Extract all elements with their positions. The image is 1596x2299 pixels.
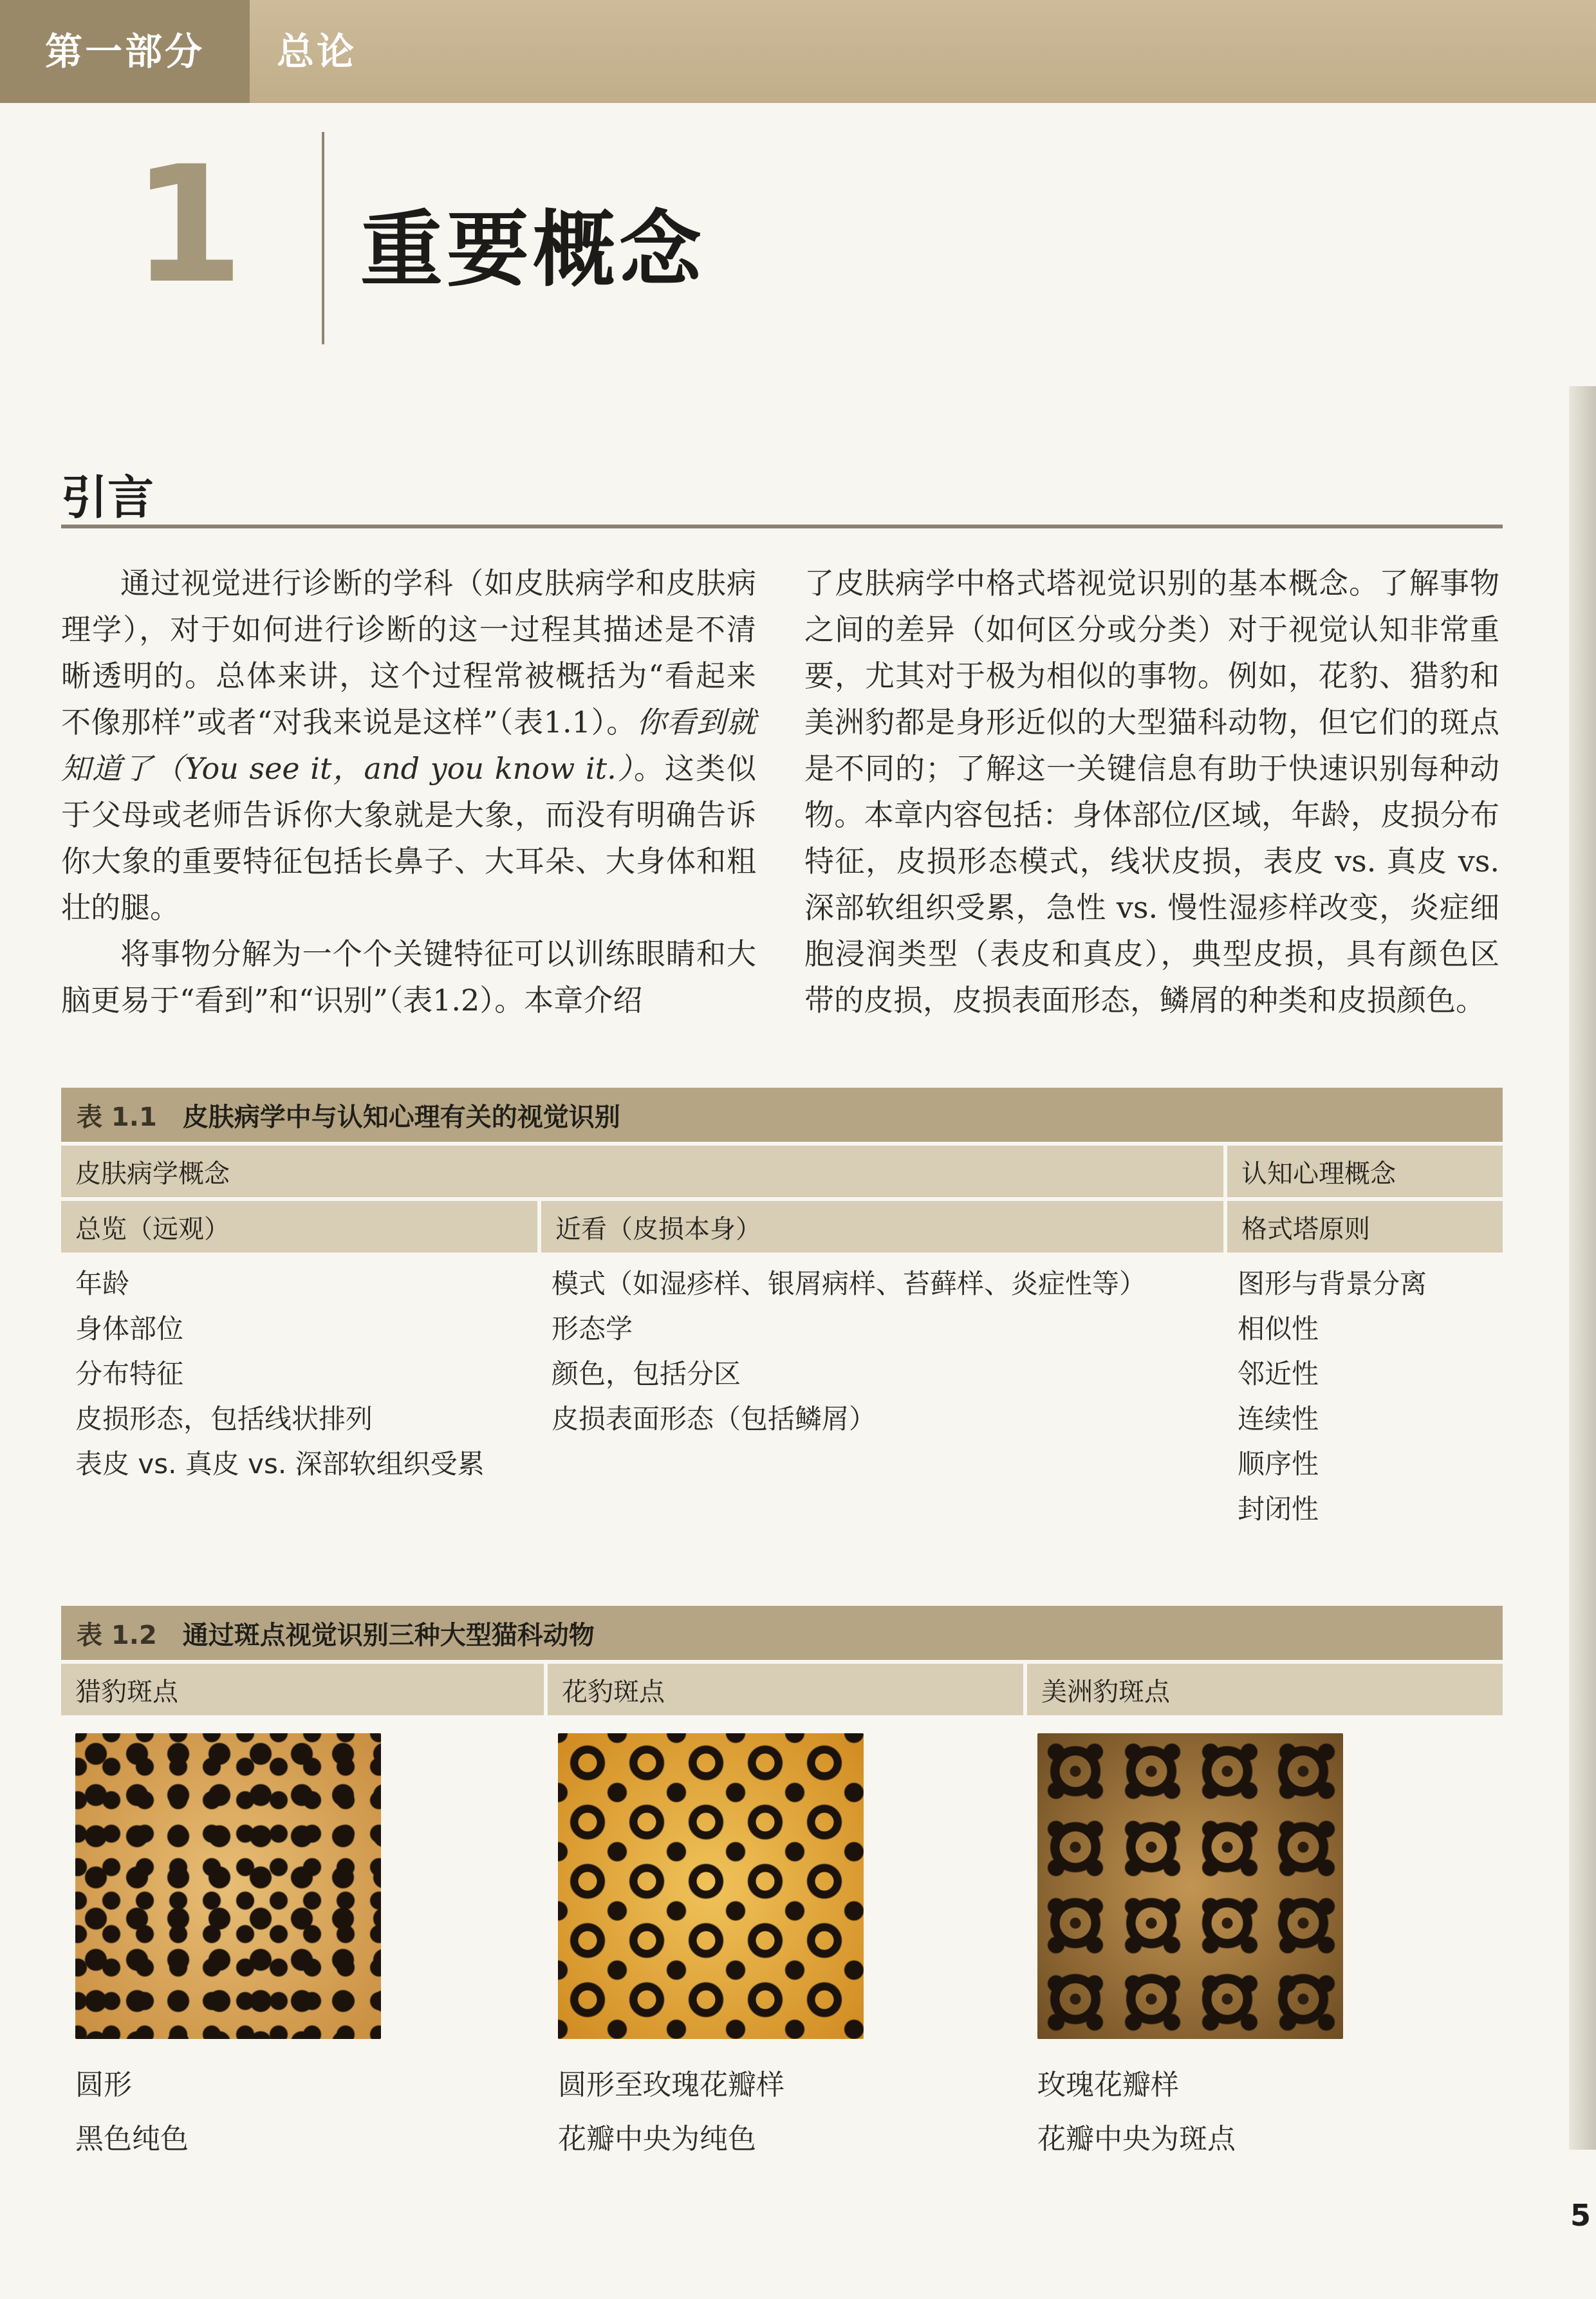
table-column-header: 花豹斑点 — [544, 1664, 1023, 1715]
table-column-header: 美洲豹斑点 — [1023, 1664, 1503, 1715]
table-cell: 年龄 — [75, 1268, 130, 1299]
part-label: 第一部分 — [0, 0, 250, 103]
table-cell — [61, 2058, 544, 2166]
table-group-header: 皮肤病学概念 — [61, 1146, 1223, 1197]
table-cell: 表皮 vs. 真皮 vs. 深部软组织受累 — [75, 1448, 485, 1480]
table-column — [544, 1715, 1023, 2166]
table-cell: 分布特征 — [75, 1358, 184, 1390]
intro-italic-text: 你看到就知道了（You see it，and you know it.） — [61, 705, 756, 786]
section-label: 总论 — [277, 30, 357, 73]
table-cell: 邻近性 — [1238, 1358, 1319, 1390]
intro-paragraph-2: 将事物分解为一个个关键特征可以训练眼睛和大脑更易于“看到”和“识别”（表1.2）。本章介绍 — [61, 936, 756, 1018]
spot-center-text: 黑色纯色 — [75, 2123, 189, 2155]
section-heading: 引言 — [61, 470, 154, 525]
table-cell: 模式（如湿疹样、银屑病样、苔藓样、炎症性等） — [552, 1268, 1147, 1299]
table-cell: 顺序性 — [1238, 1448, 1319, 1480]
chapter-header-bar — [0, 0, 1596, 103]
table-cell: 相似性 — [1238, 1313, 1319, 1345]
table-cell — [544, 2058, 1023, 2166]
leopard-spots-image — [558, 1733, 864, 2039]
table-column — [1223, 1252, 1503, 1532]
table-column-header: 格式塔原则 — [1223, 1201, 1503, 1252]
spot-shape-text: 圆形至玫瑰花瓣样 — [558, 2069, 784, 2101]
table-1-1 — [61, 1088, 1503, 1532]
table-column — [61, 1252, 537, 1532]
chapter-title: 重要概念 — [360, 201, 706, 298]
table-caption — [61, 1606, 1503, 1660]
table-cell: 形态学 — [552, 1313, 633, 1345]
page-number: 5 — [1570, 2198, 1591, 2233]
chapter-divider — [322, 132, 324, 344]
table-cell: 封闭性 — [1238, 1493, 1319, 1525]
intro-left-column — [61, 560, 756, 1023]
table-cell: 图形与背景分离 — [1238, 1268, 1427, 1299]
spot-shape-text: 圆形 — [75, 2069, 132, 2101]
intro-text: 通过视觉进行诊断的学科（如皮肤病学和皮肤病理学），对于如何进行诊断的这一过程其描述是不清晰透明的。总体来讲，这个过程常被概括为“看起来不像那样”或者“对我来说是这样”（表1.1）。 — [61, 566, 756, 740]
intro-right-column — [804, 560, 1499, 1023]
table-caption — [61, 1088, 1503, 1142]
intro-paragraph-3: 了皮肤病学中格式塔视觉识别的基本概念。了解事物之间的差异（如何区分或分类）对于视觉认知非常重要，尤其对于极为相似的事物。例如，花豹、猎豹和美洲豹都是身形近似的大型猫科动物，但它们的斑点是不同的；了解这一关键信息有助于快速识别每种动物。本章内容包括：身体部位/区域，年龄，皮损分布特征，皮损形态模式，线状皮损，表皮 vs. 真皮 vs. 深部软组织受累，急性 vs. 慢性湿疹样改变，炎症细胞浸润类型（表皮和真皮），典型皮损，具有颜色区带的皮损，皮损表面形态，鳞屑的种类和皮损颜色。 — [804, 566, 1499, 1018]
table-column — [61, 1715, 544, 2166]
spot-shape-text: 玫瑰花瓣样 — [1037, 2069, 1179, 2101]
table-number: 表 1.1 — [77, 1102, 157, 1132]
table-number: 表 1.2 — [77, 1620, 157, 1650]
table-1-2 — [61, 1606, 1503, 2166]
jaguar-spots-image — [1037, 1733, 1343, 2039]
page-edge — [1569, 386, 1596, 2150]
table-cell: 颜色，包括分区 — [552, 1358, 741, 1390]
section-rule — [61, 525, 1503, 528]
table-cell: 皮损形态，包括线状排列 — [75, 1403, 373, 1435]
table-column-header: 总览（远观） — [61, 1201, 537, 1252]
table-cell — [1023, 2058, 1503, 2166]
table-title: 通过斑点视觉识别三种大型猫科动物 — [182, 1620, 595, 1650]
table-title: 皮肤病学中与认知心理有关的视觉识别 — [182, 1102, 620, 1132]
chapter-number: 1 — [132, 131, 244, 319]
intro-text: 。这类似于父母或老师告诉你大象就是大象，而没有明确告诉你大象的重要特征包括长鼻子、大耳朵、大身体和粗壮的腿。 — [61, 751, 756, 925]
table-cell: 皮损表面形态（包括鳞屑） — [552, 1403, 877, 1435]
table-cell: 身体部位 — [75, 1313, 184, 1345]
spot-center-text: 花瓣中央为斑点 — [1037, 2123, 1236, 2155]
table-column-header: 猎豹斑点 — [61, 1664, 544, 1715]
table-column — [1023, 1715, 1503, 2166]
intro-paragraph-1 — [61, 560, 756, 931]
table-group-header: 认知心理概念 — [1223, 1146, 1503, 1197]
table-column-header: 近看（皮损本身） — [537, 1201, 1223, 1252]
spot-center-text: 花瓣中央为纯色 — [558, 2123, 756, 2155]
table-column — [537, 1252, 1223, 1532]
cheetah-spots-image — [75, 1733, 381, 2039]
table-cell: 连续性 — [1238, 1403, 1319, 1435]
